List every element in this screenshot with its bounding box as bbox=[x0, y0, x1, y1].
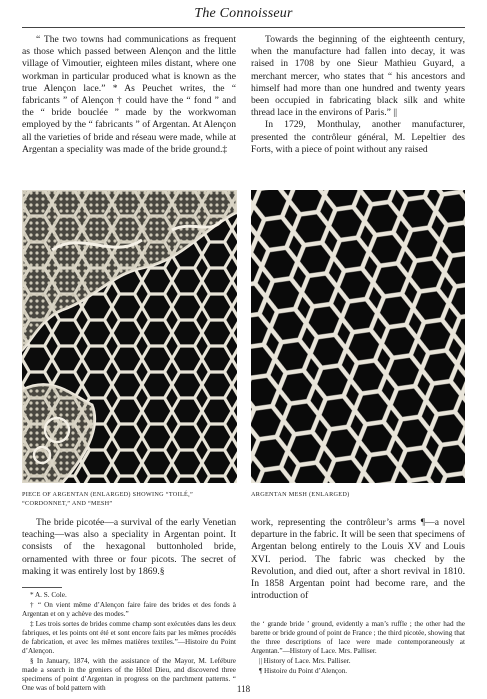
right-column-lower bbox=[251, 517, 465, 602]
header-rule bbox=[22, 27, 465, 28]
figure-caption-right: ARGENTAN MESH (ENLARGED) bbox=[251, 491, 350, 498]
footnote: || History of Lace. Mrs. Palliser. bbox=[259, 657, 351, 665]
right-column-upper bbox=[251, 34, 465, 156]
paragraph: work, representing the contrôleur’s arms ¶—a novel departure in the fabric. It will be seen that specimens of Argentan belong entirely to the Louis XV and Louis XVI. period. The fabric was checked by the Revolution, and died out, after a short revival in 1810. In 1858 Argentan point had become rare, and the introduction of bbox=[251, 517, 465, 602]
footnote: * A. S. Cole. bbox=[30, 591, 67, 599]
footnote: ¶ Histoire du Point d’Alençon. bbox=[259, 667, 348, 675]
page-number: 118 bbox=[236, 684, 251, 694]
footnote: ‡ Les trois sortes de brides comme champ sont exécutées dans les deux fabriques, et les points ont été et sont encore faits par les mêmes procédés de fabrication, et avec les mêmes matières textiles.”—Histoire du Point d’Alençon. bbox=[22, 620, 236, 655]
lace-photo-toile bbox=[22, 190, 237, 483]
footnotes-right bbox=[251, 620, 465, 677]
footnote: † “ On vient même d’Alençon faire faire des brides et des fonds à Argentan et on y achève des modes.” bbox=[22, 601, 236, 618]
paragraph: The bride picotée—a survival of the early Venetian teaching—was also a speciality in Argentan point. It consists of the hexagonal buttonholed bride, ornamented with three or four picots. The secret of making it was entirely lost by 1869.§ bbox=[22, 517, 236, 577]
left-column-lower bbox=[22, 517, 236, 578]
footnotes-left bbox=[22, 591, 236, 694]
running-header: The Connoisseur bbox=[194, 6, 293, 21]
footnote: the ‘ grande bride ’ ground, evidently a man’s ruffle ; the other had the barette or bride ground of point de France ; the third picotée, showing that the three descriptions of lace were made contemporaneously at Argentan.”—History of Lace. Mrs. Palliser. bbox=[251, 620, 465, 655]
left-column-upper bbox=[22, 34, 236, 156]
paragraph: Towards the beginning of the eighteenth century, when the manufacture had fallen into decay, it was raised in 1708 by one Sieur Mathieu Guyard, a merchant mercer, who states that “ his ancestors and himself had more than one hundred and twenty years been occupied in fabricating black silk and white thread lace in the environs of Paris.” || bbox=[251, 34, 465, 119]
paragraph: “ The two towns had communications as frequent as those which passed between Alençon and the little village of Vimoutier, eighteen miles distant, where one workman in particular produced what is known as the true Alençon lace.” * As Peuchet writes, the “ fabricants ” of Alençon † could have the “ fond ” and the “ bride bouclée ” made by the workwoman employed by the “ fabricants ” of Argentan. At Alençon all the varieties of bride and réseau were made, while at Argentan a speciality was made of the bride ground.‡ bbox=[22, 34, 236, 155]
footnote-rule bbox=[22, 587, 62, 588]
footnote: § In January, 1874, with the assistance of the Mayor, M. Lefébure made a search in the greniers of the Hôtel Dieu, and discovered three specimens of point d’Argentan in progress on the parchment patterns. “ One was of bold pattern with bbox=[22, 657, 236, 692]
paragraph: In 1729, Monthulay, another manufacturer, presented the contrôleur général, M. Lepeltier des Forts, with a piece of point without any raised bbox=[251, 119, 465, 155]
lace-photo-mesh bbox=[251, 190, 465, 483]
figure-caption-left: PIECE OF ARGENTAN (ENLARGED) SHOWING “TOILÉ,” “CORDONNET,” AND “MESH” bbox=[22, 491, 193, 507]
